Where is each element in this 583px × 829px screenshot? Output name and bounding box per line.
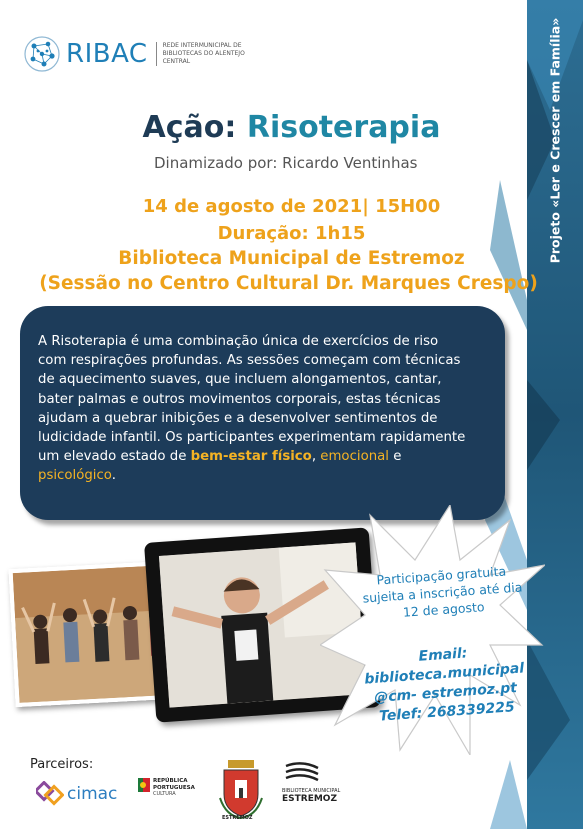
cimac-wordmark: cimac [67,784,118,804]
facilitator-line: Dinamizado por: Ricardo Ventinhas [154,154,418,172]
email-line-2[interactable]: @cm- estremoz.pt [373,680,518,706]
participation-note: Participação gratuita sujeita a inscrição até dia 12 de agosto [362,563,523,620]
flag-icon [138,778,150,792]
email-label: Email: [418,645,468,665]
page-title [0,110,583,145]
title-main: Risoterapia [246,110,441,145]
event-venue: Biblioteca Municipal de Estremoz [118,248,465,269]
title-prefix: Ação: [142,110,237,145]
estremoz-crest-icon [218,758,264,820]
contact-info [353,640,538,728]
partners-label: Parceiros: [30,757,94,772]
logo-subtitle: REDE INTERMUNICIPAL DE BIBLIOTECAS DO ALENTEJO CENTRAL [156,42,273,66]
project-banner-text: Projeto «Ler e Crescer em Família» [547,17,563,263]
ribac-logo [22,34,273,74]
biblioteca-municipal-logo: BIBLIOTECA MUNICIPAL ESTREMOZ [282,762,344,804]
event-session-location: (Sessão no Centro Cultural Dr. Marques Crespo) [39,273,538,294]
highlight-wellbeing: bem-estar físico [190,449,312,465]
cimac-logo [36,781,117,807]
cimac-mark-icon [36,781,64,807]
highlight-emotional: emocional [320,449,389,465]
event-date-time: 14 de agosto de 2021| 15H00 [142,196,441,217]
highlight-psychological: psicológico [38,468,112,484]
logo-wordmark: RIBAC [66,39,148,69]
stripes-icon [282,762,322,784]
description-text: A Risoterapia é uma combinação única de exercícios de riso com respirações profundas. As sessões começam com técnicas de aquecimento suaves, que incluem alongamentos, cantar, bater palmas e outros movimentos corporais, estas técnicas ajudam a quebrar inibições e a desenvolver sentimentos de ludicidade infantil. Os participantes experimentam rapidamente um elevado estado de bem-estar físico, emocional e psicológico. [38,334,466,484]
network-logo-icon [22,34,62,74]
phone-number[interactable]: Telef: 268339225 [378,699,516,725]
republica-logo: REPÚBLICA PORTUGUESA CULTURA [138,778,218,797]
email-line-1[interactable]: biblioteca.municipal [363,660,525,688]
event-duration: Duração: 1h15 [217,223,366,244]
crest-label: ESTREMOZ [222,815,253,821]
